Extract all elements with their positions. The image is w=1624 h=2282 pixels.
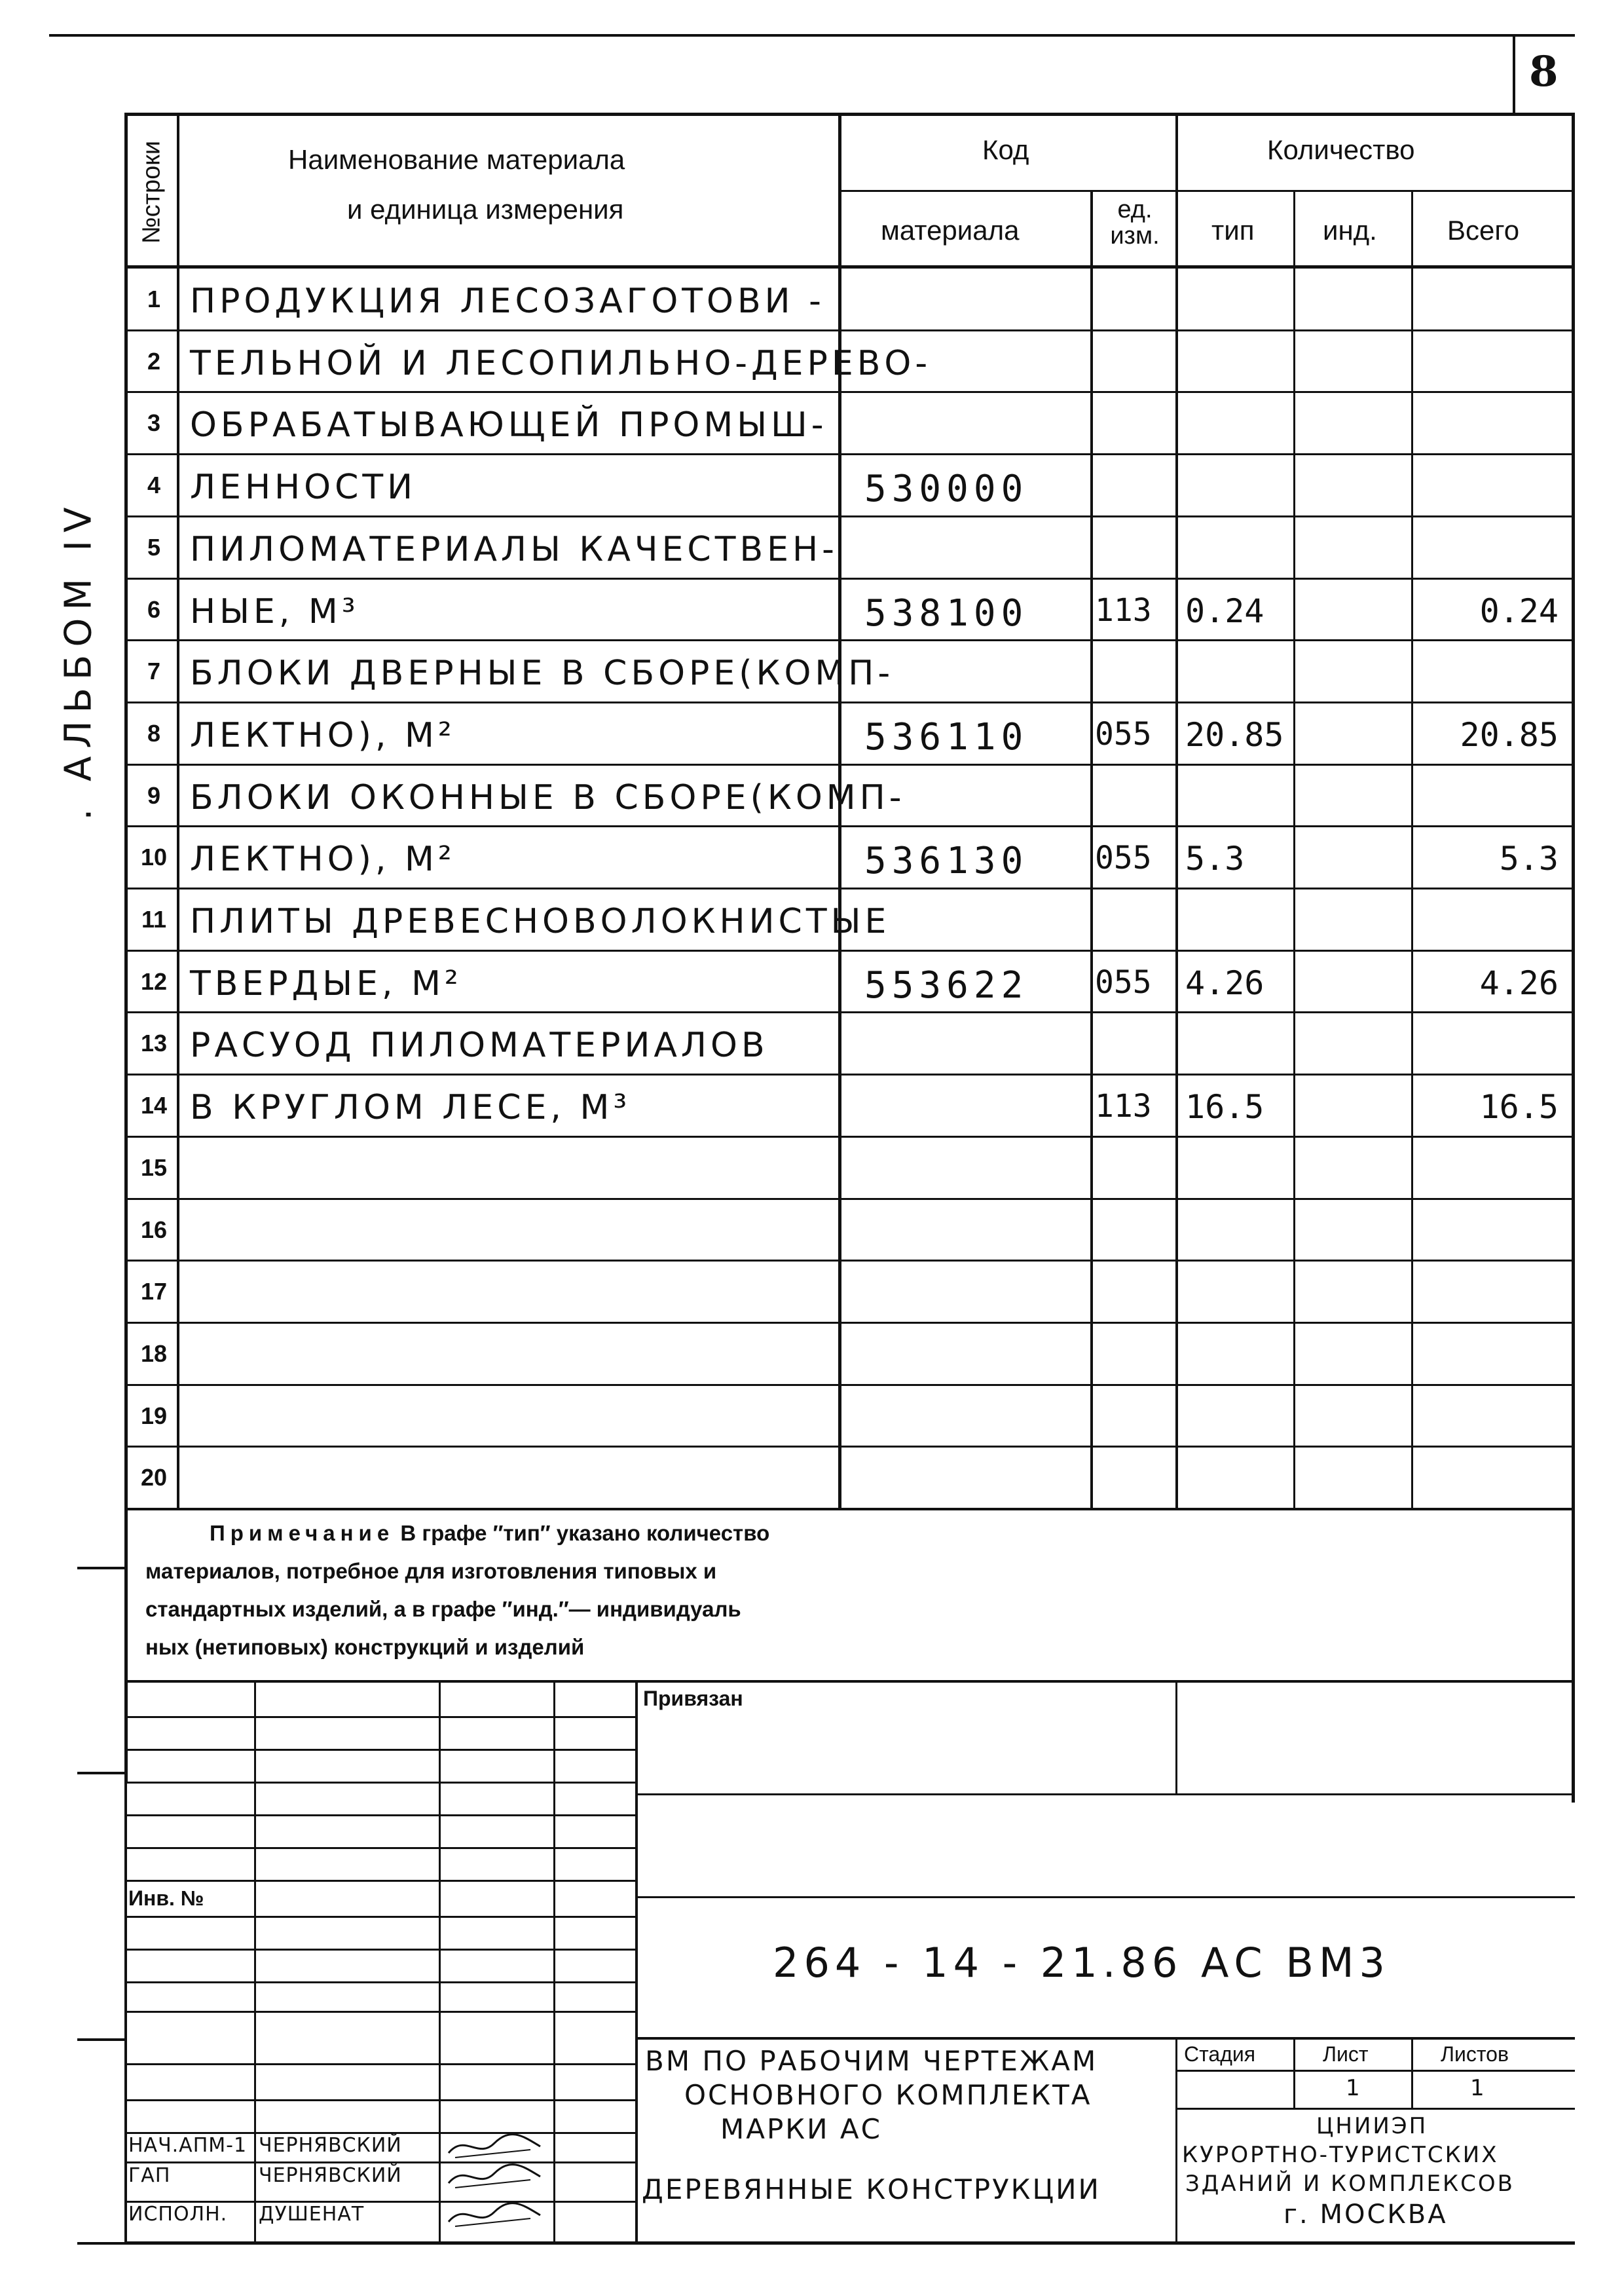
row-divider [124,515,1575,517]
row-number: 19 [140,1402,168,1429]
signature-mark [445,2199,544,2232]
inv-no-label: Инв. № [128,1886,204,1910]
row-divider [124,764,1575,766]
header-name-line1: Наименование материала [288,144,625,175]
stamp-grid-line [124,2011,637,2013]
row-divider [124,950,1575,952]
stamp-grid-column [439,1680,441,2243]
row-divider [124,825,1575,827]
material-code: 530000 [864,468,1029,511]
qty-total-value: 5.3 [1499,840,1559,878]
qty-type-value: 5.3 [1185,840,1245,878]
stamp-grid-line [124,1949,637,1951]
stamp-grid-line [124,1981,637,1983]
row-divider [124,453,1575,455]
stamp-grid-line [124,1880,637,1882]
signer-name: ДУШЕНАТ [259,2203,365,2226]
stamp-grid-column [553,1680,555,2243]
row-divider [124,391,1575,393]
sheet-value: 1 [1346,2075,1362,2101]
qty-type-value: 20.85 [1185,715,1284,754]
title-line1: ВМ ПО РАБОЧИМ ЧЕРТЕЖАМ [645,2045,1098,2077]
material-code: 538100 [864,591,1029,635]
unit-code: 055 [1095,840,1152,877]
material-name: НЫЕ, М³ [190,591,360,631]
page-number: 8 [1529,47,1559,96]
stamp-grid-line [124,1916,637,1918]
material-name: РАСУОД ПИЛОМАТЕРИАЛОВ [190,1026,769,1066]
row-number: 5 [147,533,161,561]
row-number: 7 [147,658,161,685]
sheets-value: 1 [1470,2075,1486,2101]
note-line4: ных (нетиповых) конструкций и изделий [145,1635,585,1659]
page-number-box-left [1513,35,1515,113]
title-line4: ДЕРЕВЯННЫЕ КОНСТРУКЦИИ [642,2173,1101,2205]
material-name: В КРУГЛОМ ЛЕСЕ, М³ [190,1088,631,1128]
row-divider [124,701,1575,703]
top-rule [49,34,1575,37]
row-number: 10 [140,844,168,871]
title-line2: ОСНОВНОГО КОМПЛЕКТА [684,2079,1092,2111]
material-name: БЛОКИ ДВЕРНЫЕ В СБОРЕ(КОМП- [190,654,895,694]
row-number: 12 [140,967,168,995]
note-text-1: В графе ″тип″ указано количество [400,1521,770,1545]
stamp-grid-line [124,1716,637,1718]
stamp-grid-line [124,2063,637,2065]
qty-type-value: 4.26 [1185,963,1264,1002]
note-lead: Примечание [210,1521,395,1545]
material-name: ЛЕННОСТИ [190,468,417,508]
signer-role: ГАП [128,2164,171,2187]
row-divider [124,639,1575,641]
row-number: 11 [141,906,167,933]
material-name: БЛОКИ ОКОННЫЕ В СБОРЕ(КОМП- [190,777,906,817]
material-name: ПИЛОМАТЕРИАЛЫ КАЧЕСТВЕН- [190,529,838,569]
material-code: 536130 [864,840,1029,883]
row-number: 20 [140,1464,168,1491]
stamp-grid-line [124,2099,637,2101]
row-divider [124,1322,1575,1324]
row-divider [124,1136,1575,1138]
row-divider [124,1074,1575,1076]
stage-label: Стадия [1184,2042,1256,2066]
row-number: 2 [147,347,161,375]
note-line2: материалов, потребное для изготовления типовых и [145,1559,717,1583]
org-line2: КУРОРТНО-ТУРИСТСКИХ [1182,2142,1499,2168]
row-divider [124,1198,1575,1200]
material-name: ЛЕКТНО), М² [190,715,456,755]
row-number: 3 [147,409,161,437]
stamp-grid-line [124,1749,637,1751]
stamp-grid-line [124,1847,637,1849]
signer-name: ЧЕРНЯВСКИЙ [259,2164,402,2187]
row-number: 18 [140,1339,168,1367]
row-divider [124,1011,1575,1013]
qty-total-value: 20.85 [1460,715,1559,754]
header-code: Код [982,134,1029,165]
sheets-label: Листов [1441,2042,1509,2066]
qty-total-value: 16.5 [1479,1088,1559,1127]
stamp-grid-line [124,1814,637,1816]
signature-mark [445,2160,544,2193]
header-code-unit: ед. изм. [1110,196,1160,250]
unit-code: 113 [1095,1088,1152,1125]
title-line3: МАРКИ АС [720,2113,882,2145]
material-name: ТЕЛЬНОЙ И ЛЕСОПИЛЬНО-ДЕРЕВО- [190,343,932,383]
header-qty-total: Всего [1447,215,1520,246]
unit-code: 113 [1095,591,1152,629]
unit-code: 055 [1095,715,1152,753]
document-code: 264 - 14 - 21.86 АС ВМ3 [773,1939,1390,1987]
row-divider [124,1260,1575,1262]
signer-role: ИСПОЛН. [128,2203,228,2226]
row-number: 14 [140,1092,168,1119]
material-name: ПЛИТЫ ДРЕВЕСНОВОЛОКНИСТЫЕ [190,902,891,941]
album-label: . АЛЬБОМ IV [57,499,100,821]
sheet-label: Лист [1323,2042,1369,2066]
header-quantity: Количество [1267,134,1415,165]
signature-mark [445,2130,544,2163]
qty-type-value: 16.5 [1185,1088,1264,1127]
header-row-no: №строки [138,140,166,244]
row-number: 15 [140,1153,168,1181]
row-number: 4 [147,472,161,499]
stamp-grid-line [124,2161,637,2163]
signer-role: НАЧ.АПМ-1 [128,2134,248,2157]
row-divider [124,1446,1575,1448]
row-number: 9 [147,781,161,809]
org-line4: г. МОСКВА [1283,2199,1448,2230]
row-number: 16 [140,1216,168,1243]
qty-type-value: 0.24 [1185,591,1264,630]
stamp-grid-column [254,1680,256,2243]
material-name: ОБРАБАТЫВАЮЩЕЙ ПРОМЫШ- [190,405,828,445]
signer-name: ЧЕРНЯВСКИЙ [259,2134,402,2157]
privyazan-label: Привязан [643,1687,743,1710]
header-code-material: материала [881,215,1020,246]
row-divider [124,578,1575,580]
row-divider [124,888,1575,889]
row-number: 17 [140,1278,168,1305]
note-line1 [210,1521,769,1546]
material-name: ЛЕКТНО), М² [190,840,456,880]
row-number: 13 [140,1030,168,1057]
header-qty-ind: инд. [1323,215,1377,246]
material-name: ПРОДУКЦИЯ ЛЕСОЗАГОТОВИ - [190,282,825,321]
material-code: 553622 [864,963,1029,1007]
unit-code: 055 [1095,963,1152,1001]
stamp-grid-line [124,1782,637,1784]
header-name-line2: и единица измерения [347,194,624,225]
note-line3: стандартных изделий, а в графе ″инд.″— индивидуаль [145,1597,741,1621]
header-qty-type: тип [1211,215,1255,246]
row-divider [124,329,1575,331]
row-divider [124,1384,1575,1386]
material-code: 536110 [864,715,1029,758]
row-number: 1 [147,286,161,312]
row-number: 8 [147,719,161,747]
org-line1: ЦНИИЭП [1316,2113,1428,2139]
row-number: 6 [147,595,161,623]
qty-total-value: 4.26 [1479,963,1559,1002]
material-name: ТВЕРДЫЕ, М² [190,963,462,1003]
qty-total-value: 0.24 [1479,591,1559,630]
org-line3: ЗДАНИЙ И КОМПЛЕКСОВ [1185,2171,1515,2197]
